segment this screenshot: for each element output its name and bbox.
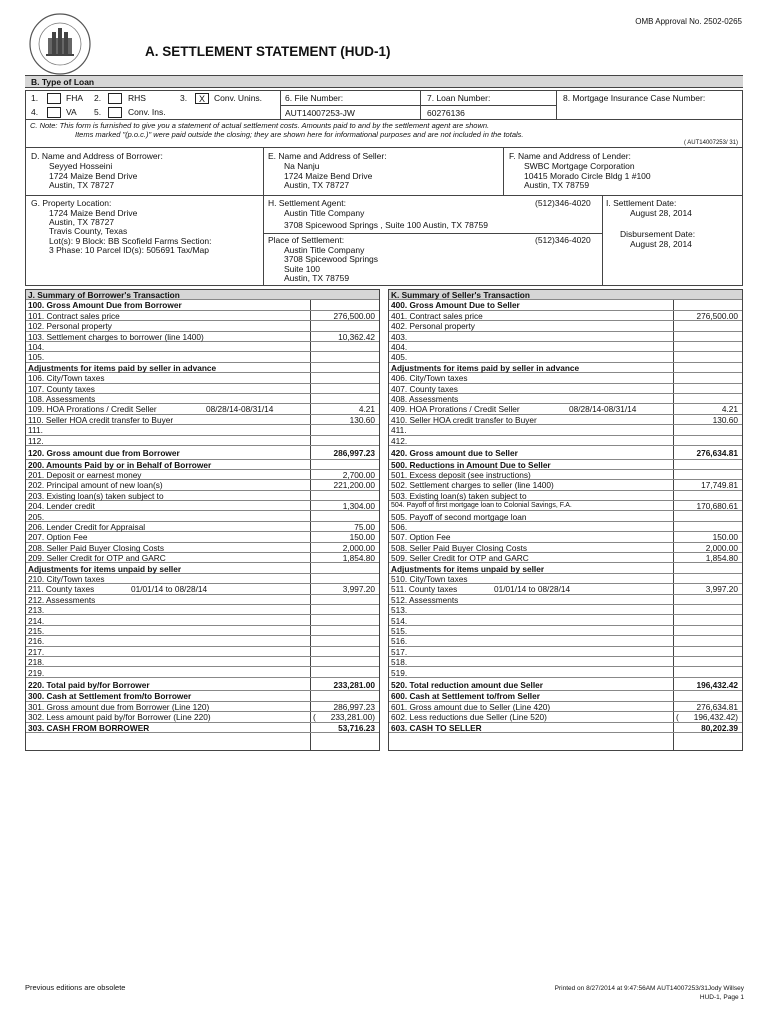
divider (263, 233, 602, 234)
row-description: K. Summary of Seller's Transaction (391, 290, 530, 300)
row-description: 412. (391, 435, 408, 446)
table-row (389, 616, 742, 626)
table-row (389, 321, 742, 331)
row-amount: 3,997.20 (342, 584, 375, 595)
table-row (26, 332, 379, 342)
property-county: Travis County, Texas (49, 226, 128, 236)
table-row (26, 553, 379, 563)
borrower-address: 1724 Maize Bend Drive (49, 171, 138, 181)
table-row (389, 342, 742, 352)
table-row (389, 522, 742, 532)
row-amount: 276,500.00 (696, 310, 738, 321)
row-description: 403. (391, 331, 408, 342)
table-row (26, 636, 379, 646)
table-row (389, 436, 742, 446)
disbursement-date-label: Disbursement Date: (620, 229, 696, 239)
row-amount: 10,362.42 (338, 331, 375, 342)
table-row (389, 501, 742, 511)
row-description: 207. Option Fee (28, 532, 88, 543)
row-description: 507. Option Fee (391, 532, 451, 543)
disbursement-date-value: August 28, 2014 (630, 239, 692, 249)
settlement-agent-address: 3708 Spicewood Springs , Suite 100 Austin, TX 78759 (284, 220, 488, 230)
row-description: 602. Less reductions due Seller (Line 520) (391, 712, 547, 723)
row-description: 213. (28, 605, 45, 616)
row-description: 504. Payoff of first mortgage loan to Colonial Savings, F.A. (391, 502, 572, 510)
row-description: 511. County taxes (391, 584, 458, 595)
table-row (389, 553, 742, 563)
table-row (26, 384, 379, 394)
row-description: 503. Existing loan(s) taken subject to (391, 490, 527, 501)
table-row (26, 657, 379, 667)
seller-name: Na Nanju (284, 161, 320, 171)
row-description: 506. (391, 521, 408, 532)
va-checkbox[interactable] (47, 107, 61, 118)
row-description: 108. Assessments (28, 394, 96, 404)
row-period: 01/01/14 to 08/28/14 (494, 584, 571, 595)
row-description: 201. Deposit or earnest money (28, 469, 142, 480)
row-description: 109. HOA Prorations / Credit Seller (28, 404, 157, 415)
row-description: 209. Seller Credit for OTP and GARC (28, 553, 166, 564)
table-row (26, 626, 379, 636)
table-row (389, 723, 742, 733)
row-description: 103. Settlement charges to borrower (line 1400) (28, 331, 204, 342)
row-amount: 4.21 (358, 404, 375, 415)
row-description: 202. Principal amount of new loan(s) (28, 480, 163, 491)
conv-unins-label: Conv. Unins. (214, 93, 263, 103)
note-line-2: Items marked "(p.o.c.)" were paid outside the closing; they are shown here for informational purposes and are not included in the totals. (75, 130, 524, 139)
settlement-agent-phone: (512)346-4020 (535, 198, 591, 208)
borrower-label: D. Name and Address of Borrower: (31, 151, 163, 161)
row-description: 509. Seller Credit for OTP and GARC (391, 553, 529, 564)
table-row (26, 543, 379, 553)
row-amount: 80,202.39 (701, 722, 738, 733)
table-row (389, 363, 742, 373)
row-description: 205. (28, 511, 45, 522)
table-row (26, 342, 379, 352)
seller-label: E. Name and Address of Seller: (268, 151, 387, 161)
table-row (26, 564, 379, 574)
row-description: 107. County taxes (28, 383, 95, 394)
loan-option-number: 5. (94, 107, 102, 117)
row-description: Adjustments for items unpaid by seller (391, 563, 545, 574)
place-of-settlement-phone: (512)346-4020 (535, 235, 591, 245)
row-description: 300. Cash at Settlement from/to Borrower (28, 691, 192, 702)
table-row (389, 491, 742, 501)
table-row (389, 691, 742, 701)
property-address: 1724 Maize Bend Drive (49, 208, 138, 218)
divider (263, 196, 264, 286)
row-description: 217. (28, 646, 45, 657)
table-row (389, 543, 742, 553)
table-row (26, 491, 379, 501)
footer-obsolete-note: Previous editions are obsolete (25, 983, 126, 992)
table-row (389, 605, 742, 615)
place-address: 3708 Spicewood Springs (284, 254, 379, 264)
property-legal: Lot(s): 9 Block: BB Scofield Farms Section: (49, 236, 212, 246)
row-description: 211. County taxes (28, 584, 95, 595)
row-description: 208. Seller Paid Buyer Closing Costs (28, 542, 165, 553)
row-description: 206. Lender Credit for Appraisal (28, 521, 146, 532)
table-row (26, 501, 379, 511)
table-row (389, 311, 742, 321)
table-row (389, 668, 742, 678)
table-row (26, 404, 379, 414)
table-row (389, 564, 742, 574)
row-description: 203. Existing loan(s) taken subject to (28, 490, 164, 501)
row-amount: 150.00 (712, 532, 738, 543)
row-description: 405. (391, 352, 408, 363)
table-row (26, 532, 379, 542)
lender-name: SWBC Mortgage Corporation (524, 161, 635, 171)
table-row (26, 605, 379, 615)
divider (280, 105, 556, 106)
row-description: 408. Assessments (391, 394, 459, 404)
table-row (389, 394, 742, 404)
table-row (389, 384, 742, 394)
row-description: 220. Total paid by/for Borrower (28, 679, 150, 690)
divider (503, 148, 504, 196)
row-description: 105. (28, 352, 45, 363)
note-line-1: C. Note: This form is furnished to give you a statement of actual settlement costs. Amounts paid to and by the settlement agent are shown. (30, 121, 490, 130)
divider (602, 196, 603, 286)
table-row (26, 574, 379, 584)
loan-number-value: 60276136 (427, 108, 465, 118)
table-row (26, 584, 379, 594)
row-description: 100. Gross Amount Due from Borrower (28, 300, 182, 311)
table-row (389, 712, 742, 722)
row-description: 301. Gross amount due from Borrower (Line 120) (28, 701, 210, 712)
row-description: 215. (28, 625, 45, 636)
table-row (26, 616, 379, 626)
footer-printed-line: Printed on 8/27/2014 at 9:47:56AM AUT14007253/31Jody Willsey (554, 985, 744, 992)
row-description: 214. (28, 615, 45, 626)
table-row (26, 691, 379, 701)
table-row (389, 595, 742, 605)
table-row (26, 480, 379, 490)
row-description: 404. (391, 342, 408, 352)
row-description: 520. Total reduction amount due Seller (391, 679, 543, 690)
table-row (389, 373, 742, 383)
row-description: Adjustments for items unpaid by seller (28, 563, 182, 574)
row-description: 102. Personal property (28, 321, 112, 332)
table-row (389, 415, 742, 425)
row-description: Adjustments for items paid by seller in advance (391, 362, 580, 373)
row-amount: 17,749.81 (701, 480, 738, 491)
row-description: 106. City/Town taxes (28, 373, 105, 384)
table-row (389, 460, 742, 470)
conv-unins-checkbox[interactable]: X (195, 93, 209, 104)
table-row (389, 446, 742, 460)
property-legal-2: 3 Phase: 10 Parcel ID(s): 505691 Tax/Map (49, 245, 210, 255)
table-row (26, 394, 379, 404)
table-row (26, 436, 379, 446)
seller-city: Austin, TX 78727 (284, 180, 350, 190)
seller-summary-table (388, 289, 743, 751)
row-description: 510. City/Town taxes (391, 573, 468, 584)
row-description: 104. (28, 342, 45, 352)
table-row (389, 532, 742, 542)
row-description: 603. CASH TO SELLER (391, 722, 482, 733)
row-description: 302. Less amount paid by/for Borrower (Line 220) (28, 712, 211, 723)
table-row (389, 574, 742, 584)
table-row (26, 373, 379, 383)
table-row (26, 678, 379, 692)
table-row (26, 363, 379, 373)
place-of-settlement-label: Place of Settlement: (268, 235, 345, 245)
table-row (389, 332, 742, 342)
fha-label: FHA (66, 93, 83, 103)
row-description: 218. (28, 657, 45, 668)
rhs-label: RHS (128, 93, 146, 103)
row-amount: 3,997.20 (705, 584, 738, 595)
fha-checkbox[interactable] (47, 93, 61, 104)
row-amount: 276,634.81 (696, 448, 738, 458)
table-row (389, 300, 742, 310)
row-amount: 2,000.00 (705, 542, 738, 553)
table-row (389, 425, 742, 435)
table-row (26, 425, 379, 435)
conv-ins-checkbox[interactable] (108, 107, 122, 118)
row-description: 110. Seller HOA credit transfer to Buyer (28, 414, 174, 425)
row-amount: 130.60 (712, 414, 738, 425)
type-of-loan-header: B. Type of Loan (25, 75, 743, 88)
row-description: 502. Settlement charges to seller (line 1400) (391, 480, 554, 491)
row-description: 216. (28, 636, 45, 647)
loan-option-number: 3. (180, 93, 188, 103)
table-row (26, 668, 379, 678)
row-amount: 170,680.61 (696, 501, 738, 512)
hud-seal-logo (28, 12, 92, 76)
form-title: A. SETTLEMENT STATEMENT (HUD-1) (145, 44, 391, 59)
row-amount: 196,432.42 (696, 679, 738, 690)
row-description: 512. Assessments (391, 594, 459, 605)
row-description: 516. (391, 636, 408, 647)
note-reference: ( AUT14007253/ 31) (683, 140, 738, 146)
row-amount: 53,716.23 (338, 722, 375, 733)
row-description: 411. (391, 425, 407, 436)
table-row (26, 311, 379, 321)
row-description: 508. Seller Paid Buyer Closing Costs (391, 542, 528, 553)
row-period: 08/28/14-08/31/14 (569, 404, 637, 415)
settlement-agent-label: H. Settlement Agent: (268, 198, 346, 208)
place-suite: Suite 100 (284, 264, 320, 274)
table-row (389, 470, 742, 480)
table-row (389, 678, 742, 692)
borrower-city: Austin, TX 78727 (49, 180, 115, 190)
footer-print-info (555, 984, 744, 1002)
row-amount: 286,997.23 (333, 701, 375, 712)
file-number-label: 6. File Number: (285, 93, 344, 103)
table-row (26, 702, 379, 712)
table-row (26, 522, 379, 532)
row-amount: 233,281.00) (330, 712, 375, 723)
table-row (26, 647, 379, 657)
row-description: 501. Excess deposit (see instructions) (391, 469, 531, 480)
table-row (389, 657, 742, 667)
row-description: 407. County taxes (391, 383, 458, 394)
table-row (389, 647, 742, 657)
row-amount: 4.21 (721, 404, 738, 415)
row-description: 410. Seller HOA credit transfer to Buyer (391, 414, 537, 425)
row-description: 420. Gross amount due to Seller (391, 448, 518, 458)
table-row (26, 595, 379, 605)
table-header (26, 290, 379, 300)
loan-option-number: 2. (94, 93, 102, 103)
row-description: 212. Assessments (28, 594, 96, 605)
row-description: 519. (391, 667, 408, 678)
loan-option-number: 4. (31, 107, 39, 117)
conv-ins-label: Conv. Ins. (128, 107, 166, 117)
row-description: 517. (391, 646, 408, 657)
lender-label: F. Name and Address of Lender: (509, 151, 631, 161)
row-description: 400. Gross Amount Due to Seller (391, 300, 520, 311)
table-row (26, 321, 379, 331)
row-description: 200. Amounts Paid by or in Behalf of Borrower (28, 459, 212, 470)
lender-address: 10415 Morado Circle Bldg 1 #100 (524, 171, 651, 181)
row-period: 08/28/14-08/31/14 (206, 404, 274, 415)
row-paren: ( (676, 712, 679, 723)
borrower-name: Seyyed Hosseini (49, 161, 113, 171)
row-amount: 2,700.00 (342, 469, 375, 480)
table-row (26, 460, 379, 470)
row-paren: ( (313, 712, 316, 723)
property-label: G. Property Location: (31, 198, 112, 208)
row-description: 204. Lender credit (28, 501, 95, 512)
table-row (389, 512, 742, 522)
row-description: 600. Cash at Settlement to/from Seller (391, 691, 540, 702)
table-row (26, 446, 379, 460)
row-description: 303. CASH FROM BORROWER (28, 722, 150, 733)
table-row (26, 300, 379, 310)
file-number-value: AUT14007253-JW (285, 108, 355, 118)
row-description: 601. Gross amount due to Seller (Line 420) (391, 701, 551, 712)
settlement-agent-name: Austin Title Company (284, 208, 365, 218)
table-row (389, 480, 742, 490)
row-amount: 150.00 (349, 532, 375, 543)
row-amount: 276,500.00 (333, 310, 375, 321)
row-description: 518. (391, 657, 408, 668)
row-amount: 75.00 (354, 521, 375, 532)
va-label: VA (66, 107, 77, 117)
table-row (389, 636, 742, 646)
place-name: Austin Title Company (284, 245, 365, 255)
row-amount: 130.60 (349, 414, 375, 425)
table-row (389, 584, 742, 594)
row-amount: 1,854.80 (342, 553, 375, 564)
row-description: 514. (391, 615, 408, 626)
row-description: 210. City/Town taxes (28, 573, 105, 584)
table-row (26, 512, 379, 522)
table-row (26, 415, 379, 425)
row-description: 500. Reductions in Amount Due to Seller (391, 459, 551, 470)
table-row (26, 352, 379, 362)
row-description: 401. Contract sales price (391, 310, 483, 321)
table-header (389, 290, 742, 300)
table-row (389, 626, 742, 636)
footer-page: HUD-1, Page 1 (699, 994, 744, 1001)
row-amount: 2,000.00 (342, 542, 375, 553)
rhs-checkbox[interactable] (108, 93, 122, 104)
row-description: J. Summary of Borrower's Transaction (28, 290, 180, 300)
loan-number-label: 7. Loan Number: (427, 93, 491, 103)
table-row (389, 352, 742, 362)
borrower-summary-table (25, 289, 380, 751)
row-amount: 286,997.23 (333, 448, 375, 458)
row-description: 406. City/Town taxes (391, 373, 468, 384)
row-description: 515. (391, 625, 408, 636)
settlement-date-label: I. Settlement Date: (606, 198, 677, 208)
table-row (26, 723, 379, 733)
table-row (389, 702, 742, 712)
settlement-date-value: August 28, 2014 (630, 208, 692, 218)
row-description: 219. (28, 667, 45, 678)
row-amount: 233,281.00 (333, 679, 375, 690)
row-amount: 221,200.00 (333, 480, 375, 491)
row-amount: 1,854.80 (705, 553, 738, 564)
row-amount: 1,304.00 (342, 501, 375, 512)
row-description: Adjustments for items paid by seller in advance (28, 362, 217, 373)
row-description: 101. Contract sales price (28, 310, 120, 321)
row-description: 505. Payoff of second mortgage loan (391, 511, 527, 522)
table-row (389, 404, 742, 414)
row-description: 402. Personal property (391, 321, 475, 332)
row-description: 513. (391, 605, 408, 616)
omb-approval: OMB Approval No. 2502-0265 (635, 17, 742, 26)
row-description: 120. Gross amount due from Borrower (28, 448, 180, 458)
lender-city: Austin, TX 78759 (524, 180, 590, 190)
seller-address: 1724 Maize Bend Drive (284, 171, 373, 181)
mortgage-insurance-case-label: 8. Mortgage Insurance Case Number: (563, 93, 706, 103)
table-row (26, 470, 379, 480)
row-description: 409. HOA Prorations / Credit Seller (391, 404, 520, 415)
row-description: 112. (28, 435, 44, 446)
row-description: 111. (28, 425, 43, 436)
row-amount: 196,432.42) (693, 712, 738, 723)
place-city: Austin, TX 78759 (284, 273, 350, 283)
loan-option-number: 1. (31, 93, 39, 103)
divider (556, 90, 557, 120)
row-period: 01/01/14 to 08/28/14 (131, 584, 208, 595)
row-amount: 276,634.81 (696, 701, 738, 712)
property-city: Austin, TX 78727 (49, 217, 115, 227)
divider (263, 148, 264, 196)
table-row (26, 712, 379, 722)
